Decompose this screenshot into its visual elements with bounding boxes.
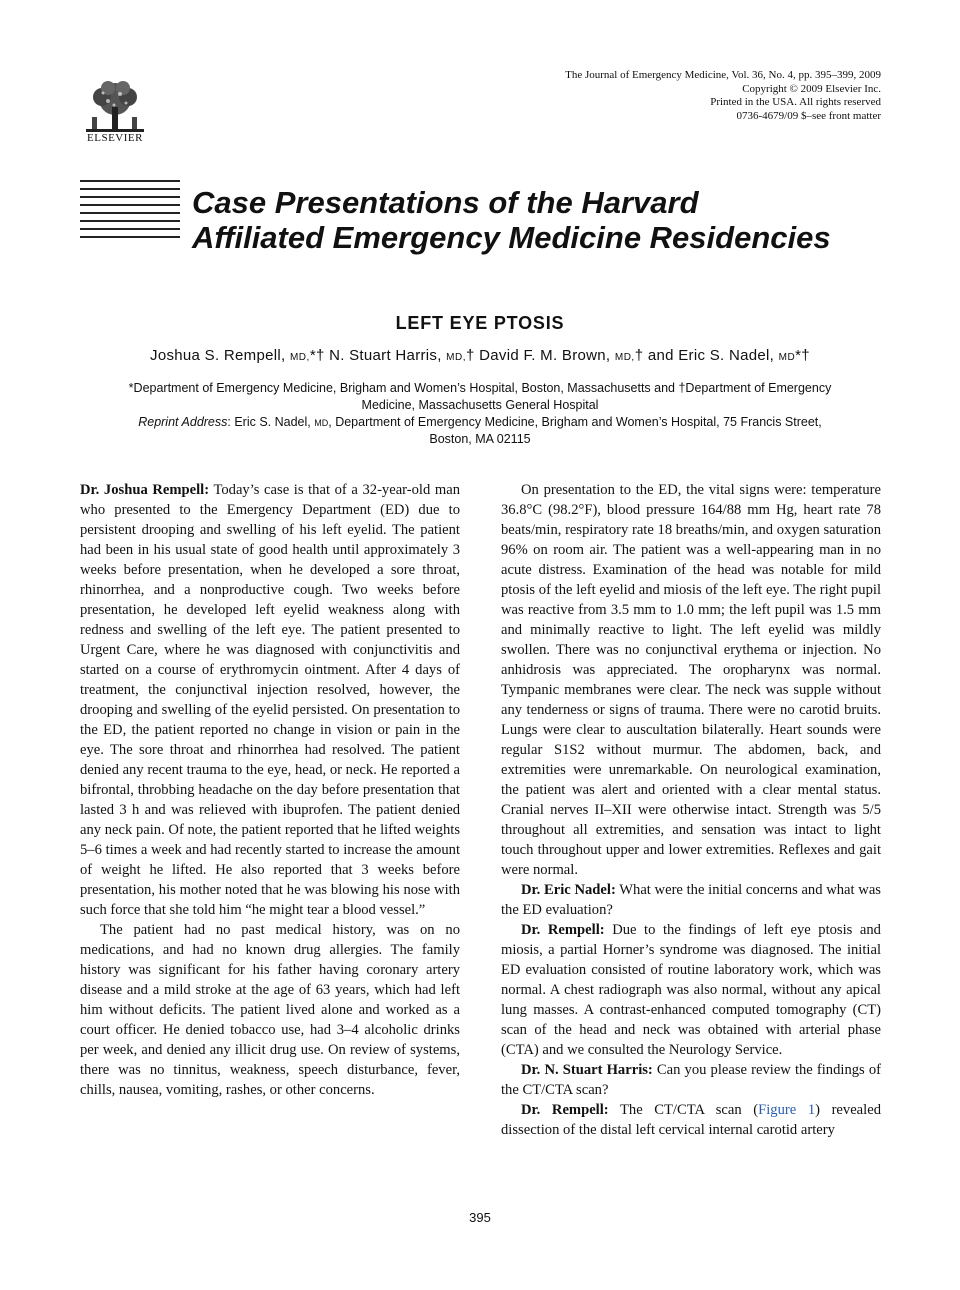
affiliation-line: Medicine, Massachusetts General Hospital	[361, 397, 599, 412]
author-marks: †	[634, 347, 644, 364]
speaker-label: Dr. Rempell:	[521, 922, 605, 938]
author-degree: MD,	[446, 352, 466, 363]
author-marks: *†	[309, 347, 325, 364]
paragraph: Dr. Rempell: The CT/CTA scan (Figure 1) revealed dissection of the distal left cervical internal carotid artery	[501, 1102, 881, 1138]
body-column-right	[501, 480, 881, 1140]
page-number: 395	[469, 1210, 491, 1225]
figure-link[interactable]: Figure 1	[758, 1102, 816, 1118]
article-title: LEFT EYE PTOSIS	[395, 313, 565, 333]
reprint-address-city: Boston, MA 02115	[429, 432, 531, 447]
paragraph: On presentation to the ED, the vital signs were: temperature 36.8°C (98.2°F), blood pressure 164/88 mm Hg, heart rate 78 beats/min, respiratory rate 18 breaths/min, and oxygen saturation 96% on room air. The patient was a well-appearing man in no acute distress. Examination of the head was notable for mild ptosis of the left eyelid and miosis of the left eye. The right pupil was reactive from 3.5 mm to 1.0 mm; the left pupil was 1.5 mm and minimally reactive to light. The left eyelid was mildly swollen. There was no conjunctival erythema or injection. No anhidrosis was appreciated. The oropharynx was normal. Tympanic membranes were clear. The neck was supple without any tenderness or signs of trauma. There were no carotid bruits. Lungs were clear to auscultation bilaterally. Heart sounds were regular S1S2 without murmur. The abdomen, back, and extremities were unremarkable. On neurological examination, the patient was alert and oriented with a clear mental status. Cranial nerves II–XII were otherwise intact. Strength was 5/5 throughout all extremities, and sensation was intact to light touch throughout upper and lower extremities. Reflexes and gait were normal.	[501, 482, 881, 878]
decorative-rules	[80, 180, 180, 244]
copyright-line: Copyright © 2009 Elsevier Inc.	[742, 82, 881, 95]
author-name: Joshua S. Rempell,	[150, 347, 286, 364]
paragraph: Dr. Eric Nadel: What were the initial concerns and what was the ED evaluation?	[501, 882, 881, 918]
issn-line: 0736-4679/09 $–see front matter	[736, 109, 881, 122]
author-degree: MD	[778, 352, 796, 363]
author-marks: †	[466, 347, 475, 364]
journal-citation: The Journal of Emergency Medicine, Vol. 36, No. 4, pp. 395–399, 2009	[565, 69, 881, 81]
author-degree: MD,	[614, 352, 635, 363]
speaker-label: Dr. N. Stuart Harris:	[521, 1062, 653, 1078]
author-name: David F. M. Brown,	[479, 347, 611, 364]
paragraph: The patient had no past medical history, was on no medications, and had no known drug allergies. The family history was significant for his father having coronary artery disease and a mild stroke at the age of 63 years, which had left him without deficits. The patient lived alone and worked as a court officer. He denied tobacco use, had 3–4 alcoholic drinks per week, and denied any illicit drug use. On review of systems, there was no tinnitus, weakness, speech disturbance, fever, chills, nausea, vomiting, rashes, or other concerns.	[80, 922, 460, 1098]
affiliations	[100, 380, 860, 448]
author-list	[40, 347, 920, 364]
paragraph: Dr. Rempell: Due to the findings of left eye ptosis and miosis, a partial Horner’s syndrome was diagnosed. The initial ED evaluation consisted of routine laboratory work, which was normal. A chest radiograph was also normal, without any apical lung masses. A contrast-enhanced computed tomography (CT) scan of the head and neck was obtained with arterial phase (CTA) and we consulted the Neurology Service.	[501, 922, 881, 1058]
journal-info	[565, 69, 881, 123]
author-name: and Eric S. Nadel,	[647, 347, 775, 364]
series-title: Case Presentations of the Harvard Affiliated Emergency Medicine Residencies	[192, 185, 831, 255]
reprint-address: Reprint Address: Eric S. Nadel, MD, Department of Emergency Medicine, Brigham and Women’s Hospital, 75 Francis Street,	[138, 414, 822, 429]
author-degree: MD,	[289, 352, 310, 363]
paragraph: Dr. N. Stuart Harris: Can you please review the findings of the CT/CTA scan?	[501, 1062, 882, 1098]
speaker-label: Dr. Rempell:	[521, 1102, 609, 1118]
body-column-left	[80, 480, 460, 1100]
printed-line: Printed in the USA. All rights reserved	[710, 96, 881, 108]
speaker-label: Dr. Eric Nadel:	[521, 882, 616, 898]
author-marks: *†	[795, 347, 810, 364]
paragraph: Dr. Joshua Rempell: Today’s case is that of a 32-year-old man who presented to the Emergency Department (ED) due to persistent drooping and swelling of his left eyelid. The patient had been in his usual state of good health until approximately 3 weeks before presentation, when he developed a sore throat, rhinorrhea, and a nonproductive cough. Two weeks before presentation, he developed left eyelid weakness along with redness and swelling of the left eye. The patient presented to Urgent Care, where he was diagnosed with conjunctivitis and started on a course of erythromycin ointment. After 4 days of treatment, the conjunctival injection resolved, however, the drooping and swelling of the eyelid persisted. On presentation to the ED, the patient reported no change in vision or pain in the eye. The sore throat and rhinorrhea had resolved. The patient denied any recent trauma to the eye, head, or neck. He reported a bifrontal, throbbing headache on the day before presentation that lasted 3 h and was relieved with ibuprofen. The patient denied any neck pain. Of note, the patient reported that he lifted weights 5–6 times a week and had recently started to increase the amount of weight he lifted. He also reported that 3 weeks before presentation, his mother noted that he was blowing his nose with such force that she told him “he might tear a blood vessel.”	[80, 482, 460, 918]
publisher-logo-text: ELSEVIER	[87, 132, 143, 144]
speaker-label: Dr. Joshua Rempell:	[80, 482, 210, 498]
author-name: N. Stuart Harris,	[329, 347, 442, 364]
affiliation-line: *Department of Emergency Medicine, Brigham and Women’s Hospital, Boston, Massachusetts and †Department of Emergency	[128, 381, 832, 395]
